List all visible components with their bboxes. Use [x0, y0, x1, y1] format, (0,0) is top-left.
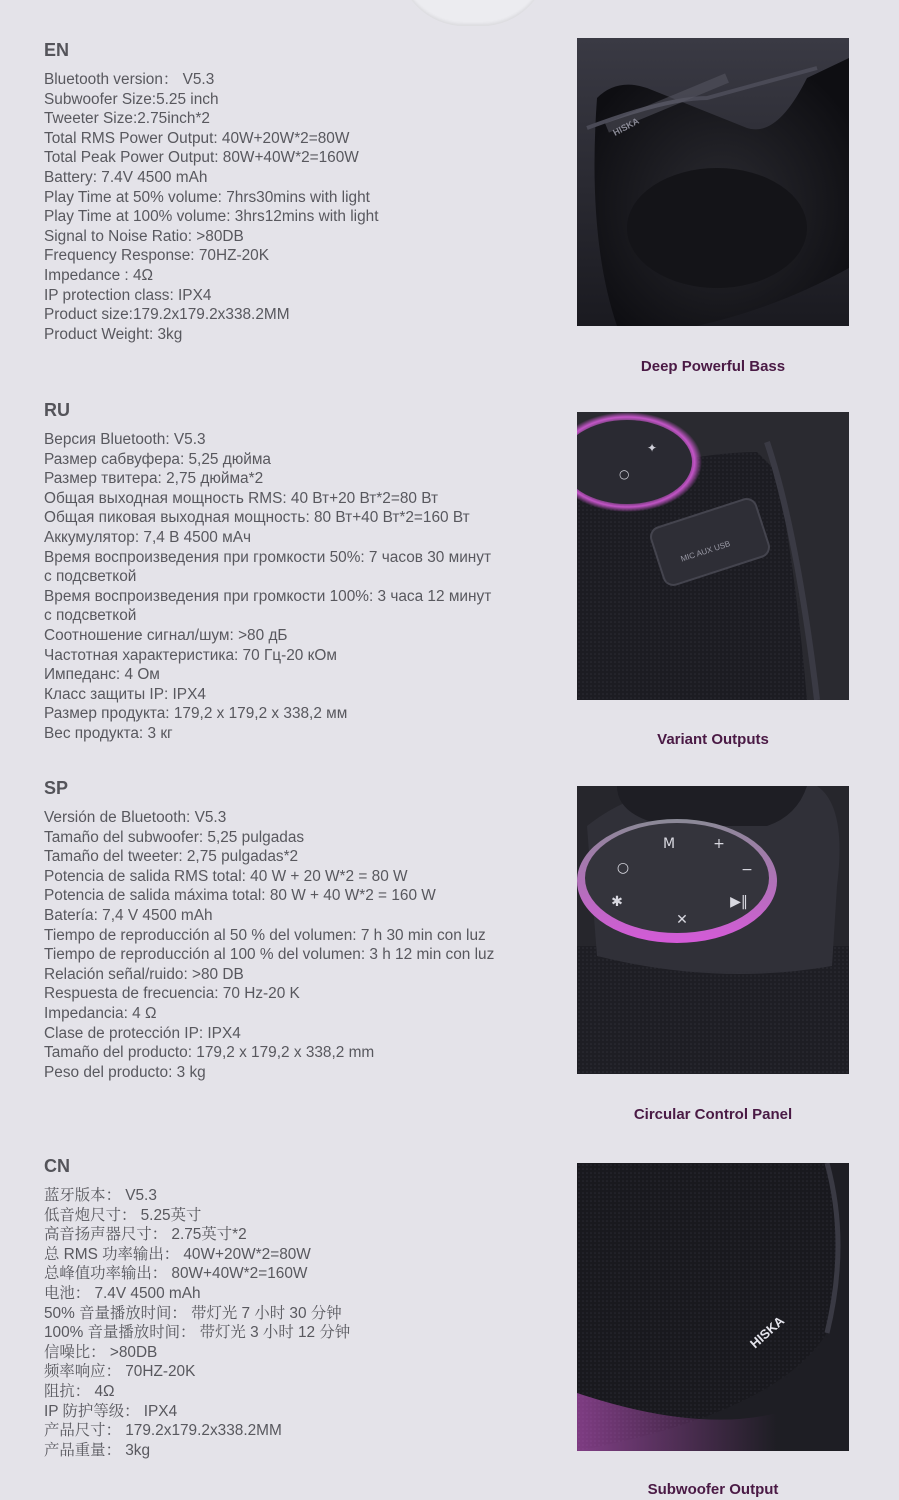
spec-line: Соотношение сигнал/шум: >80 дБ — [44, 626, 288, 644]
spec-line: Bluetooth version： V5.3 — [44, 71, 215, 88]
spec-line: 产品尺寸： 179.2x179.2x338.2MM — [44, 1422, 282, 1440]
spec-list-sp — [44, 808, 564, 1082]
spec-line: 高音扬声器尺寸： 2.75英寸*2 — [44, 1226, 247, 1244]
spec-line: Product size:179.2x179.2x338.2MM — [44, 306, 290, 324]
button-plus-icon[interactable]: + — [713, 836, 725, 852]
spec-line: Impedance : 4Ω — [44, 266, 154, 284]
spec-line: Аккумулятор: 7,4 В 4500 мАч — [44, 528, 251, 546]
spec-line: 总 RMS 功率输出： 40W+20W*2=80W — [44, 1245, 311, 1263]
language-heading-ru: RU — [44, 400, 70, 420]
spec-line: 信噪比： >80DB — [44, 1343, 158, 1361]
spec-line: Versión de Bluetooth: V5.3 — [44, 809, 227, 826]
brand-logo: HISKA — [746, 1313, 788, 1352]
spec-line: Вес продукта: 3 кг — [44, 724, 173, 742]
language-heading-cn: CN — [44, 1156, 70, 1176]
spec-line: Время воспроизведения при громкости 50%: 7 часов 30 минут с подсветкой — [44, 548, 492, 586]
spec-section-ru — [44, 400, 564, 744]
button-play-pause-icon[interactable]: ▶‖ — [730, 894, 748, 910]
brand-logo: HISKA — [611, 115, 641, 138]
svg-text:✦: ✦ — [647, 441, 658, 455]
spec-line: Tweeter Size:2.75inch*2 — [44, 110, 210, 128]
spec-line: Total Peak Power Output: 80W+40W*2=160W — [44, 149, 359, 167]
spec-line: Tamaño del tweeter: 2,75 pulgadas*2 — [44, 848, 299, 866]
spec-line: 产品重量： 3kg — [44, 1441, 151, 1459]
spec-line: Battery: 7.4V 4500 mAh — [44, 168, 208, 186]
feature-image-control-panel — [577, 786, 849, 1074]
spec-line: Размер твитера: 2,75 дюйма*2 — [44, 470, 264, 488]
spec-line: Respuesta de frecuencia: 70 Hz-20 K — [44, 985, 300, 1003]
caption-variant-outputs: Variant Outputs — [657, 731, 769, 748]
spec-line: Potencia de salida RMS total: 40 W + 20 W*2 = 80 W — [44, 867, 408, 885]
speaker-side-photo — [577, 1163, 849, 1451]
spec-line: Subwoofer Size:5.25 inch — [44, 90, 219, 108]
spec-line: Время воспроизведения при громкости 100%: 3 часа 12 минут с подсветкой — [44, 587, 492, 625]
caption-circular-control-panel: Circular Control Panel — [633, 1106, 793, 1123]
spec-line: Импеданс: 4 Ом — [44, 666, 160, 684]
speaker-ports-photo — [577, 412, 849, 700]
spec-line: Signal to Noise Ratio: >80DB — [44, 227, 244, 245]
spec-line: Batería: 7,4 V 4500 mAh — [44, 906, 213, 924]
spec-line: Tamaño del producto: 179,2 x 179,2 x 338,2 mm — [44, 1044, 375, 1062]
spec-line: Impedancia: 4 Ω — [44, 1004, 157, 1022]
spec-line: Размер продукта: 179,2 x 179,2 x 338,2 мм — [44, 705, 348, 723]
spec-line: 电池： 7.4V 4500 mAh — [44, 1284, 201, 1302]
button-close-icon[interactable]: ✕ — [676, 912, 688, 928]
feature-image-subwoofer — [577, 1163, 849, 1451]
spec-list-en — [44, 70, 564, 344]
caption-subwoofer-output: Subwoofer Output — [647, 1481, 779, 1498]
spec-section-en — [44, 40, 564, 344]
spec-line: Версия Bluetooth: V5.3 — [44, 431, 206, 448]
spec-line: Tamaño del subwoofer: 5,25 pulgadas — [44, 828, 305, 846]
spec-line: Общая пиковая выходная мощность: 80 Вт+40 Вт*2=160 Вт — [44, 509, 470, 527]
spec-line: Класс защиты IP: IPX4 — [44, 685, 206, 703]
spec-line: Tiempo de reproducción al 50 % del volumen: 7 h 30 min con luz — [44, 926, 486, 944]
control-panel-photo — [577, 786, 849, 1074]
spec-line: Общая выходная мощность RMS: 40 Вт+20 Вт*2=80 Вт — [44, 489, 439, 507]
box-flap-notch — [398, 0, 548, 26]
spec-line: Product Weight: 3kg — [44, 325, 183, 343]
spec-line: 低音炮尺寸： 5.25英寸 — [44, 1206, 202, 1224]
port-label: MIC AUX USB — [679, 539, 732, 564]
feature-image-bass — [577, 38, 849, 326]
spec-line: Total RMS Power Output: 40W+20W*2=80W — [44, 129, 350, 147]
button-mode-icon[interactable]: M — [662, 836, 676, 852]
spec-line: Relación señal/ruido: >80 DB — [44, 965, 244, 983]
button-power-icon[interactable]: ○ — [616, 860, 630, 876]
caption-deep-powerful-bass: Deep Powerful Bass — [640, 358, 786, 375]
svg-text:○: ○ — [619, 467, 630, 481]
spec-line: IP protection class: IPX4 — [44, 286, 212, 304]
spec-section-sp — [44, 778, 564, 1082]
spec-line: Potencia de salida máxima total: 80 W + 40 W*2 = 160 W — [44, 887, 436, 905]
spec-line: Clase de protección IP: IPX4 — [44, 1024, 241, 1042]
spec-line: Play Time at 100% volume: 3hrs12mins with light — [44, 208, 379, 226]
spec-line: Peso del producto: 3 kg — [44, 1063, 206, 1081]
button-light-icon[interactable]: ✱ — [611, 894, 623, 910]
spec-line: IP 防护等级： IPX4 — [44, 1402, 178, 1420]
language-heading-sp: SP — [44, 778, 69, 798]
spec-line: 蓝牙版本： V5.3 — [44, 1187, 157, 1204]
spec-line: 阻抗： 4Ω — [44, 1382, 115, 1400]
language-heading-en: EN — [44, 40, 70, 60]
spec-line: Tiempo de reproducción al 100 % del volumen: 3 h 12 min con luz — [44, 946, 495, 964]
spec-section-cn — [44, 1156, 564, 1460]
speaker-top-photo — [577, 38, 849, 326]
spec-line: Частотная характеристика: 70 Гц-20 кОм — [44, 646, 337, 664]
feature-image-outputs — [577, 412, 849, 700]
spec-line: 100% 音量播放时间： 带灯光 3 小时 12 分钟 — [44, 1324, 351, 1342]
spec-list-cn — [44, 1186, 564, 1460]
spec-line: Frequency Response: 70HZ-20K — [44, 247, 269, 265]
spec-line: Размер сабвуфера: 5,25 дюйма — [44, 450, 271, 468]
spec-line: 50% 音量播放时间： 带灯光 7 小时 30 分钟 — [44, 1304, 342, 1322]
button-minus-icon[interactable]: − — [741, 862, 753, 878]
spec-line: Play Time at 50% volume: 7hrs30mins with light — [44, 188, 370, 206]
spec-line: 频率响应： 70HZ-20K — [44, 1363, 196, 1381]
spec-list-ru — [44, 430, 499, 744]
spec-line: 总峰值功率输出： 80W+40W*2=160W — [44, 1265, 308, 1283]
